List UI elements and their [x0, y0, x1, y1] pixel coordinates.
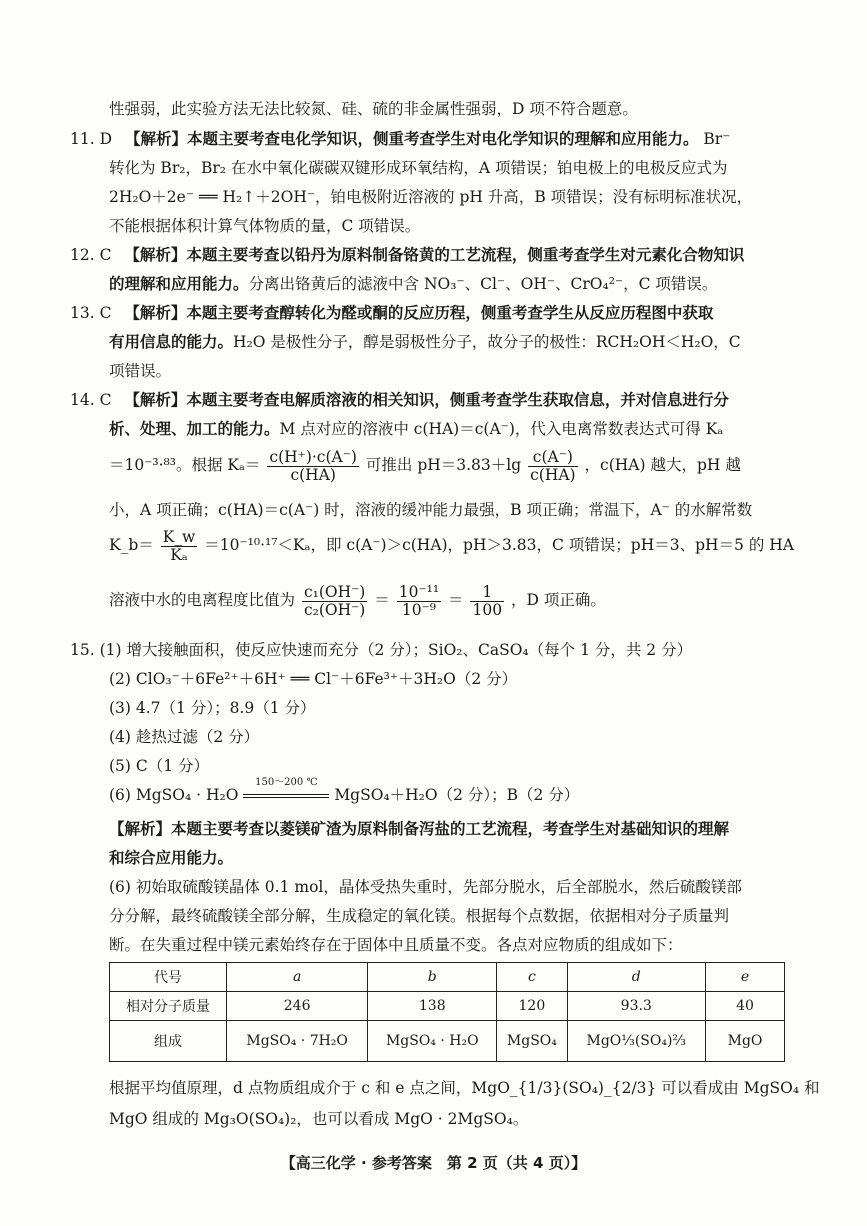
text-line: 断。在失重过程中镁元素始终存在于固体中且质量不变。各点对应物质的组成如下：: [109, 936, 683, 954]
numerator: K_w: [162, 527, 196, 546]
text-fragment: ，c(HA) 越大，pH 越: [584, 456, 741, 474]
numerator: c(A⁻): [528, 449, 578, 467]
question-number: 11. D: [70, 130, 113, 148]
text-fragment: K_b＝: [109, 536, 154, 554]
table-cell: 组成: [110, 1021, 227, 1062]
table-cell: 138: [368, 992, 497, 1021]
analysis-heading: 【解析】本题主要考查醇转化为醛或酮的反应历程，侧重考查学生从反应历程图中获取: [124, 303, 714, 322]
text-fragment: M 点对应的溶液中 c(HA)＝c(A⁻)，代入电离常数表达式可得 Kₐ: [279, 420, 724, 438]
text-line: 分分解，最终硫酸镁全部分解，生成稳定的氧化镁。根据每个点数据，依据相对分子质量判: [109, 907, 730, 925]
page-footer: 【高三化学 · 参考答案 第 2 页（共 4 页）】: [280, 1154, 587, 1172]
fraction-oh: [302, 584, 367, 619]
table-cell: 120: [497, 992, 567, 1021]
numerator: c(H⁺)·c(A⁻): [269, 447, 357, 466]
text-fragment: ＝10⁻³·⁸³。根据 Kₐ＝: [109, 456, 261, 474]
table-cell: MgSO₄ · 7H₂O: [227, 1021, 368, 1062]
question-number: 12. C: [70, 246, 112, 264]
answer-line: (4) 趁热过滤（2 分）: [109, 728, 260, 746]
text-fragment: 析、处理、加工的能力。: [109, 419, 280, 438]
denominator: 100: [472, 600, 503, 619]
text-line: 不能根据体积计算气体物质的量，C 项错误。: [109, 217, 421, 235]
reaction-condition: 150～200 ℃: [255, 777, 318, 788]
denominator: c(HA): [530, 465, 576, 484]
fraction-kb: [161, 529, 198, 564]
fraction-result: [470, 584, 504, 619]
reaction-arrow: [243, 777, 329, 805]
text-line: [109, 332, 741, 352]
table-cell: MgO: [706, 1021, 785, 1062]
fraction-ratio: [528, 449, 578, 484]
text-fragment: ，D 项正确。: [511, 591, 606, 609]
answer-line: [109, 777, 580, 805]
text-line: 小，A 项正确；c(HA)＝c(A⁻) 时，溶液的缓冲能力最强，B 项正确；常温下，A⁻ 的水解常数: [109, 501, 753, 519]
text-line: MgO 组成的 Mg₃O(SO₄)₂，也可以看成 MgO · 2MgSO₄。: [109, 1110, 529, 1128]
fraction-powers: [397, 584, 441, 619]
table-row: [110, 1021, 785, 1062]
text-fragment: ＝: [374, 591, 390, 609]
denominator: 10⁻⁹: [401, 600, 436, 619]
text-fragment: 的理解和应用能力。: [109, 274, 249, 293]
question-13-line: [70, 303, 713, 323]
question-number: 14. C: [70, 391, 112, 409]
table-cell: b: [368, 963, 497, 992]
composition-table: [109, 962, 785, 1062]
numerator: 10⁻¹¹: [398, 582, 440, 601]
answer-line: (5) C（1 分）: [109, 757, 210, 775]
denominator: c(HA): [290, 465, 336, 484]
answer-line: (3) 4.7（1 分）；8.9（1 分）: [109, 699, 316, 717]
table-cell: 40: [706, 992, 785, 1021]
analysis-heading: 和综合应用能力。: [109, 848, 234, 867]
numerator: 1: [470, 584, 504, 602]
analysis-heading: 【解析】本题主要考查以菱镁矿渣为原料制备泻盐的工艺流程，考查学生对基础知识的理解: [109, 819, 730, 838]
formula-line: [109, 525, 794, 565]
equal-sign: [243, 794, 329, 798]
question-12-line: [70, 245, 744, 265]
denominator: c₂(OH⁻): [303, 600, 366, 619]
question-11-line: [70, 129, 730, 149]
text-fragment: 分离出铬黄后的滤液中含 NO₃⁻、Cl⁻、OH⁻、CrO₄²⁻，C 项错误。: [248, 275, 718, 293]
table-cell: d: [567, 963, 706, 992]
table-cell: a: [227, 963, 368, 992]
question-15-line: 15. (1) 增大接触面积，使反应快速而充分（2 分）；SiO₂、CaSO₄（每个 1 分，共 2 分）: [70, 641, 693, 659]
formula-line: [109, 580, 606, 620]
analysis-heading: 【解析】本题主要考查电解质溶液的相关知识，侧重考查学生获取信息，并对信息进行分: [124, 390, 729, 409]
text-line: [109, 419, 723, 439]
text-line: 转化为 Br₂，Br₂ 在水中氧化碳碳双键形成环氧结构，A 项错误；铂电极上的电极反应式为: [109, 159, 728, 177]
fraction-ka: [267, 449, 359, 484]
text-fragment: 可推出 pH＝3.83＋lg: [365, 456, 522, 474]
analysis-heading: 【解析】本题主要考查电化学知识，侧重考查学生对电化学知识的理解和应用能力。: [124, 129, 699, 148]
analysis-heading: 【解析】本题主要考查以铅丹为原料制备铬黄的工艺流程，侧重考查学生对元素化合物知识: [124, 245, 745, 264]
table-header-row: [110, 963, 785, 992]
table-cell: MgSO₄ · H₂O: [368, 1021, 497, 1062]
text-fragment: H₂O 是极性分子，醇是弱极性分子，故分子的极性：RCH₂OH＜H₂O，C: [233, 333, 741, 351]
text-fragment: ＝: [448, 591, 464, 609]
table-cell: e: [706, 963, 785, 992]
text-line: [109, 274, 717, 294]
table-cell: 代号: [110, 963, 227, 992]
table-cell: MgSO₄: [497, 1021, 567, 1062]
numerator: c₁(OH⁻): [303, 582, 366, 601]
text-fragment: 有用信息的能力。: [109, 332, 234, 351]
table-row: [110, 992, 785, 1021]
text-line: 项错误。: [109, 362, 172, 380]
text-line: 性强弱，此实验方法无法比较氮、硅、硫的非金属性强弱，D 项不符合题意。: [109, 100, 638, 118]
text-fragment: (6) MgSO₄ · H₂O: [109, 786, 239, 804]
table-cell: c: [497, 963, 567, 992]
text-fragment: 溶液中水的电离程度比值为: [109, 591, 296, 609]
formula-line: [109, 445, 741, 485]
text-fragment: Br⁻: [703, 130, 731, 148]
question-number: 13. C: [70, 304, 112, 322]
table-cell: MgO⅓(SO₄)⅔: [567, 1021, 706, 1062]
equation-line: 2H₂O＋2e⁻ ══ H₂↑＋2OH⁻，铂电极附近溶液的 pH 升高，B 项错误；没有标明标准状况，: [109, 188, 753, 206]
text-line: 根据平均值原理，d 点物质组成介于 c 和 e 点之间，MgO_{1/3}(SO₄)_{2/3} 可以看成由 MgSO₄ 和: [109, 1079, 820, 1097]
question-14-line: [70, 390, 729, 410]
answer-line: (2) ClO₃⁻＋6Fe²⁺＋6H⁺ ══ Cl⁻＋6Fe³⁺＋3H₂O（2 分）: [109, 670, 518, 688]
table-cell: 相对分子质量: [110, 992, 227, 1021]
text-fragment: MgSO₄＋H₂O（2 分）；B（2 分）: [334, 786, 580, 804]
denominator: Kₐ: [170, 545, 188, 564]
text-fragment: ＝10⁻¹⁰·¹⁷＜Kₐ，即 c(A⁻)＞c(HA)，pH＞3.83，C 项错误；pH＝3、pH＝5 的 HA: [204, 536, 794, 554]
table-cell: 93.3: [567, 992, 706, 1021]
table-cell: 246: [227, 992, 368, 1021]
text-line: (6) 初始取硫酸镁晶体 0.1 mol，晶体受热失重时，先部分脱水，后全部脱水，然后硫酸镁部: [109, 878, 742, 896]
